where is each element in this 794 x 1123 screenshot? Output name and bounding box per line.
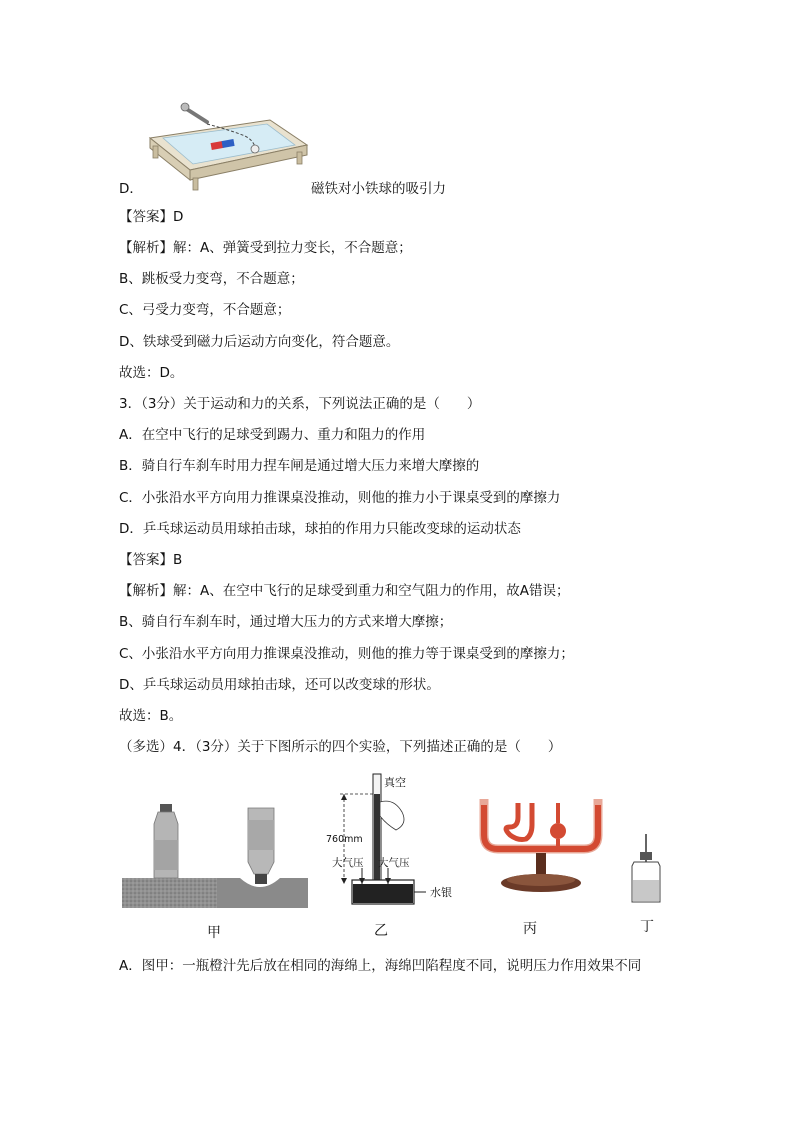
q3-analysis-line: 故选：B。 (119, 708, 183, 724)
q4-option-a: A．图甲：一瓶橙汁先后放在相同的海绵上，海绵凹陷程度不同，说明压力作用效果不同 (119, 958, 642, 974)
magnet-tray-figure (145, 100, 310, 192)
option-d-caption: 磁铁对小铁球的吸引力 (311, 181, 446, 197)
q2-analysis-line: 故选：D。 (119, 365, 184, 381)
height-label: 760mm (326, 834, 363, 845)
figure-label-bing: 丙 (523, 921, 537, 937)
q3-option-d: D．乒乓球运动员用球拍击球，球拍的作用力只能改变球的运动状态 (119, 521, 521, 537)
connected-vessels-figure (478, 795, 606, 900)
figure-label-yi: 乙 (374, 923, 388, 939)
q3-analysis-line: 【解析】解：A、在空中飞行的足球受到重力和空气阻力的作用，故A错误； (119, 583, 570, 599)
vacuum-label: 真空 (384, 776, 406, 789)
torricelli-figure (326, 772, 470, 907)
q2-analysis-line: 【解析】解：A、弹簧受到拉力变长，不合题意； (119, 240, 412, 256)
q4-stem: （多选）4．（3分）关于下图所示的四个实验，下列描述正确的是（ ） (119, 739, 562, 755)
q3-stem: 3．（3分）关于运动和力的关系，下列说法正确的是（ ） (119, 396, 481, 412)
bottle-sponge-figure (122, 800, 310, 910)
figure-label-ding: 丁 (640, 919, 654, 935)
atm-left-label: 大气压 (332, 857, 364, 869)
q2-analysis-line: D、铁球受到磁力后运动方向变化，符合题意。 (119, 334, 400, 350)
mercury-label: 水银 (430, 886, 452, 899)
atm-right-label: 大气压 (378, 857, 410, 869)
jar-tube-figure (626, 832, 666, 904)
q2-analysis-line: C、弓受力变弯，不合题意； (119, 302, 291, 318)
q2-answer: 【答案】D (119, 209, 184, 225)
option-d-label: D． (119, 181, 143, 197)
q3-analysis-line: C、小张沿水平方向用力推课桌没推动，则他的推力等于课桌受到的摩擦力； (119, 646, 574, 662)
q3-option-b: B．骑自行车刹车时用力捏车闸是通过增大压力来增大摩擦的 (119, 458, 480, 474)
q3-analysis-line: B、骑自行车刹车时，通过增大压力的方式来增大摩擦； (119, 614, 453, 630)
q3-option-c: C．小张沿水平方向用力推课桌没推动，则他的推力小于课桌受到的摩擦力 (119, 490, 561, 506)
q3-option-a: A．在空中飞行的足球受到踢力、重力和阻力的作用 (119, 427, 426, 443)
q3-answer: 【答案】B (119, 552, 183, 568)
q3-analysis-line: D、乒乓球运动员用球拍击球，还可以改变球的形状。 (119, 677, 440, 693)
figure-label-jia: 甲 (207, 925, 221, 941)
q2-analysis-line: B、跳板受力变弯，不合题意； (119, 271, 304, 287)
